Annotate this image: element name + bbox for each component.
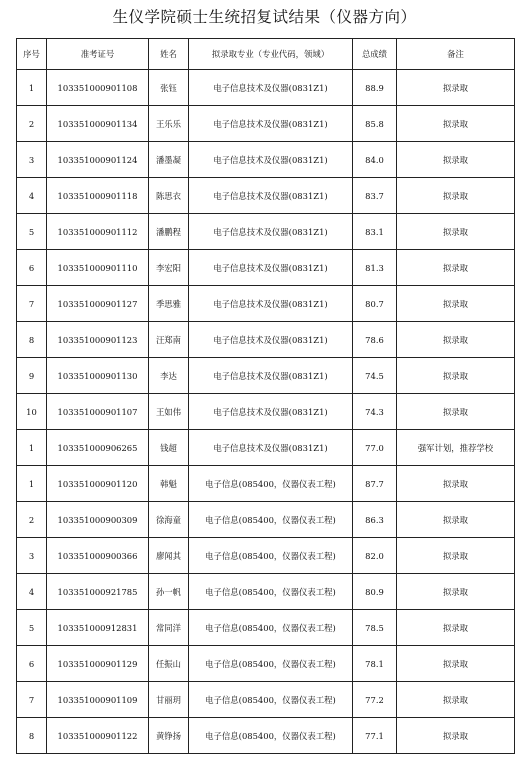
cell-exam-id: 103351000901130 xyxy=(47,358,149,394)
cell-exam-id: 103351000900366 xyxy=(47,538,149,574)
cell-major: 电子信息技术及仪器(0831Z1) xyxy=(189,106,353,142)
cell-note: 拟录取 xyxy=(397,70,515,106)
cell-seq: 6 xyxy=(17,646,47,682)
cell-score: 83.1 xyxy=(353,214,397,250)
cell-major: 电子信息技术及仪器(0831Z1) xyxy=(189,214,353,250)
page-title: 生仪学院硕士生统招复试结果（仪器方向） xyxy=(112,8,417,26)
table-row xyxy=(17,214,515,250)
table-row xyxy=(17,682,515,718)
cell-note: 拟录取 xyxy=(397,322,515,358)
cell-seq: 2 xyxy=(17,502,47,538)
cell-exam-id: 103351000901122 xyxy=(47,718,149,754)
cell-note: 拟录取 xyxy=(397,358,515,394)
cell-seq: 7 xyxy=(17,682,47,718)
cell-note: 拟录取 xyxy=(397,502,515,538)
cell-name: 徐海童 xyxy=(149,502,189,538)
table-row xyxy=(17,430,515,466)
cell-seq: 8 xyxy=(17,718,47,754)
table-body xyxy=(17,70,515,754)
header-seq: 序号 xyxy=(17,39,47,70)
cell-score: 74.5 xyxy=(353,358,397,394)
cell-note: 拟录取 xyxy=(397,682,515,718)
header-name: 姓名 xyxy=(149,39,189,70)
cell-seq: 1 xyxy=(17,430,47,466)
cell-score: 80.7 xyxy=(353,286,397,322)
cell-exam-id: 103351000901118 xyxy=(47,178,149,214)
cell-major: 电子信息技术及仪器(0831Z1) xyxy=(189,178,353,214)
cell-major: 电子信息技术及仪器(0831Z1) xyxy=(189,70,353,106)
cell-name: 汪郑南 xyxy=(149,322,189,358)
cell-score: 74.3 xyxy=(353,394,397,430)
cell-seq: 4 xyxy=(17,178,47,214)
cell-exam-id: 103351000901123 xyxy=(47,322,149,358)
cell-exam-id: 103351000906265 xyxy=(47,430,149,466)
cell-name: 黄铮扬 xyxy=(149,718,189,754)
cell-major: 电子信息(085400，仪器仪表工程) xyxy=(189,682,353,718)
cell-note: 拟录取 xyxy=(397,250,515,286)
cell-exam-id: 103351000901109 xyxy=(47,682,149,718)
cell-major: 电子信息(085400，仪器仪表工程) xyxy=(189,718,353,754)
cell-major: 电子信息技术及仪器(0831Z1) xyxy=(189,286,353,322)
cell-note: 拟录取 xyxy=(397,142,515,178)
cell-major: 电子信息技术及仪器(0831Z1) xyxy=(189,142,353,178)
cell-note: 拟录取 xyxy=(397,466,515,502)
cell-name: 李宏阳 xyxy=(149,250,189,286)
cell-major: 电子信息(085400，仪器仪表工程) xyxy=(189,466,353,502)
table-row xyxy=(17,322,515,358)
cell-note: 拟录取 xyxy=(397,286,515,322)
cell-score: 78.1 xyxy=(353,646,397,682)
table-row xyxy=(17,466,515,502)
cell-major: 电子信息技术及仪器(0831Z1) xyxy=(189,250,353,286)
table-row xyxy=(17,178,515,214)
cell-seq: 10 xyxy=(17,394,47,430)
table-row xyxy=(17,646,515,682)
cell-note: 拟录取 xyxy=(397,718,515,754)
cell-note: 拟录取 xyxy=(397,394,515,430)
header-note: 备注 xyxy=(397,39,515,70)
table-row xyxy=(17,610,515,646)
cell-score: 81.3 xyxy=(353,250,397,286)
table-row xyxy=(17,106,515,142)
cell-exam-id: 103351000912831 xyxy=(47,610,149,646)
cell-score: 77.1 xyxy=(353,718,397,754)
table-row xyxy=(17,574,515,610)
cell-name: 王乐乐 xyxy=(149,106,189,142)
cell-name: 李达 xyxy=(149,358,189,394)
cell-note: 拟录取 xyxy=(397,610,515,646)
cell-name: 季思雅 xyxy=(149,286,189,322)
header-major: 拟录取专业（专业代码，领域） xyxy=(189,39,353,70)
cell-name: 廖闻其 xyxy=(149,538,189,574)
cell-name: 孙一帆 xyxy=(149,574,189,610)
cell-name: 王如伟 xyxy=(149,394,189,430)
table-row xyxy=(17,394,515,430)
cell-name: 甘丽玥 xyxy=(149,682,189,718)
cell-score: 83.7 xyxy=(353,178,397,214)
cell-score: 78.6 xyxy=(353,322,397,358)
cell-exam-id: 103351000901107 xyxy=(47,394,149,430)
cell-score: 88.9 xyxy=(353,70,397,106)
cell-note: 拟录取 xyxy=(397,574,515,610)
cell-note: 拟录取 xyxy=(397,214,515,250)
cell-name: 潘鹏程 xyxy=(149,214,189,250)
table-row xyxy=(17,718,515,754)
table-row xyxy=(17,502,515,538)
cell-score: 86.3 xyxy=(353,502,397,538)
cell-major: 电子信息(085400，仪器仪表工程) xyxy=(189,574,353,610)
cell-seq: 2 xyxy=(17,106,47,142)
cell-seq: 4 xyxy=(17,574,47,610)
cell-exam-id: 103351000901120 xyxy=(47,466,149,502)
cell-name: 潘墨凝 xyxy=(149,142,189,178)
header-score: 总成绩 xyxy=(353,39,397,70)
cell-score: 78.5 xyxy=(353,610,397,646)
cell-score: 82.0 xyxy=(353,538,397,574)
cell-note: 拟录取 xyxy=(397,106,515,142)
cell-seq: 5 xyxy=(17,610,47,646)
cell-score: 87.7 xyxy=(353,466,397,502)
cell-major: 电子信息技术及仪器(0831Z1) xyxy=(189,430,353,466)
cell-exam-id: 103351000921785 xyxy=(47,574,149,610)
cell-exam-id: 103351000901124 xyxy=(47,142,149,178)
results-table xyxy=(16,38,515,754)
cell-exam-id: 103351000901127 xyxy=(47,286,149,322)
cell-name: 钱超 xyxy=(149,430,189,466)
cell-score: 77.2 xyxy=(353,682,397,718)
cell-name: 张钰 xyxy=(149,70,189,106)
cell-seq: 8 xyxy=(17,322,47,358)
table-row xyxy=(17,250,515,286)
cell-seq: 3 xyxy=(17,142,47,178)
cell-major: 电子信息(085400，仪器仪表工程) xyxy=(189,610,353,646)
cell-seq: 5 xyxy=(17,214,47,250)
cell-name: 任振山 xyxy=(149,646,189,682)
cell-seq: 7 xyxy=(17,286,47,322)
cell-name: 常同洋 xyxy=(149,610,189,646)
cell-major: 电子信息(085400，仪器仪表工程) xyxy=(189,646,353,682)
cell-note: 拟录取 xyxy=(397,538,515,574)
cell-major: 电子信息技术及仪器(0831Z1) xyxy=(189,358,353,394)
cell-score: 80.9 xyxy=(353,574,397,610)
cell-seq: 6 xyxy=(17,250,47,286)
cell-score: 85.8 xyxy=(353,106,397,142)
cell-major: 电子信息(085400，仪器仪表工程) xyxy=(189,538,353,574)
cell-seq: 9 xyxy=(17,358,47,394)
table-row xyxy=(17,286,515,322)
cell-note: 强军计划，推荐学校 xyxy=(397,430,515,466)
table-row xyxy=(17,70,515,106)
cell-seq: 1 xyxy=(17,70,47,106)
cell-name: 陈思衣 xyxy=(149,178,189,214)
cell-exam-id: 103351000901134 xyxy=(47,106,149,142)
cell-note: 拟录取 xyxy=(397,646,515,682)
table-header-row xyxy=(17,39,515,70)
cell-major: 电子信息技术及仪器(0831Z1) xyxy=(189,394,353,430)
cell-major: 电子信息技术及仪器(0831Z1) xyxy=(189,322,353,358)
cell-exam-id: 103351000901112 xyxy=(47,214,149,250)
table-row xyxy=(17,142,515,178)
cell-score: 77.0 xyxy=(353,430,397,466)
cell-exam-id: 103351000901110 xyxy=(47,250,149,286)
cell-seq: 3 xyxy=(17,538,47,574)
cell-name: 韩魁 xyxy=(149,466,189,502)
cell-major: 电子信息(085400，仪器仪表工程) xyxy=(189,502,353,538)
table-row xyxy=(17,358,515,394)
cell-note: 拟录取 xyxy=(397,178,515,214)
cell-exam-id: 103351000901108 xyxy=(47,70,149,106)
cell-exam-id: 103351000900309 xyxy=(47,502,149,538)
cell-seq: 1 xyxy=(17,466,47,502)
header-exam-id: 准考证号 xyxy=(47,39,149,70)
table-row xyxy=(17,538,515,574)
cell-exam-id: 103351000901129 xyxy=(47,646,149,682)
cell-score: 84.0 xyxy=(353,142,397,178)
